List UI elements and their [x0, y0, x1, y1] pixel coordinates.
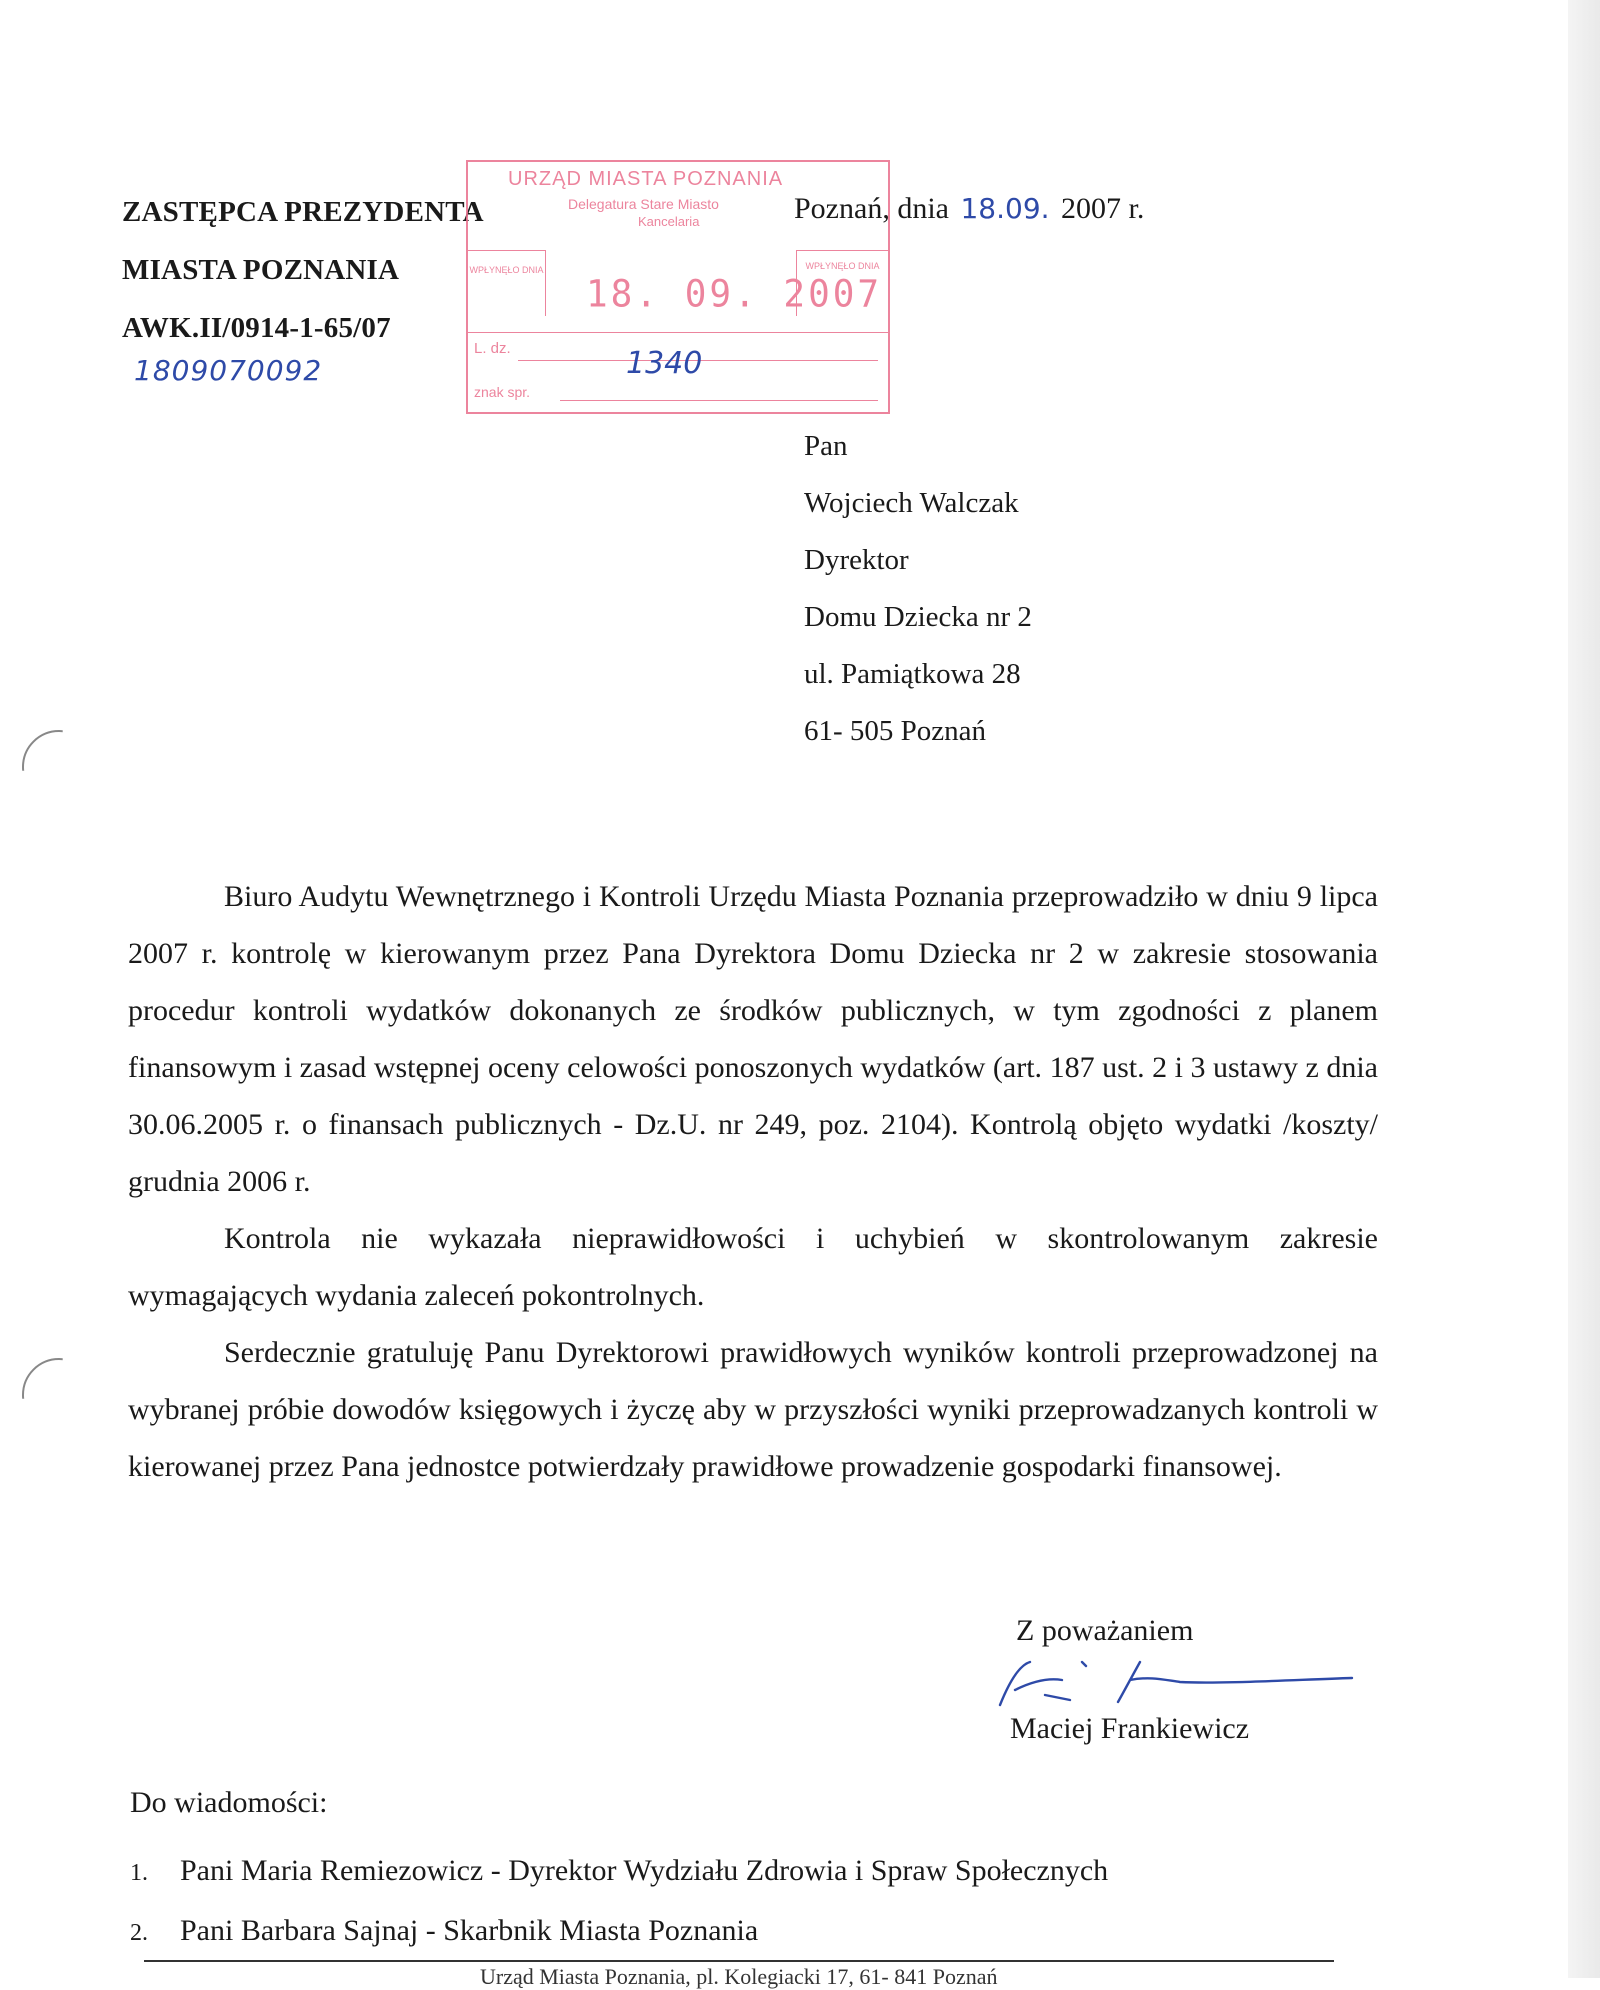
list-item-text: Pani Barbara Sajnaj - Skarbnik Miasta Poznania: [180, 1914, 759, 1947]
stamp-ldz-label: L. dz.: [474, 340, 511, 357]
letter-date: [794, 192, 1144, 226]
footer-address: Urząd Miasta Poznania, pl. Kolegiacki 17, 61- 841 Poznań: [480, 1964, 998, 1989]
recipient-line: Dyrektor: [804, 544, 909, 576]
recipient-line: Wojciech Walczak: [804, 487, 1019, 519]
body-paragraph: Biuro Audytu Wewnętrznego i Kontroli Urzędu Miasta Poznania przeprowadziło w dniu 9 lipca 2007 r. kontrolę w kierowanym przez Pana Dyrektora Domu Dziecka nr 2 w zakresie stosowania procedur kontroli wydatków dokonanych ze środków publicznych, w tym zgodności z planem finansowym i zasad wstępnej oceny celowości ponoszonych wydatków (art. 187 ust. 2 i 3 ustawy z dnia 30.06.2005 r. o finansach publicznych - Dz.U. nr 249, poz. 2104). Kontrolą objęto wydatki /koszty/ grudnia 2006 r.: [128, 880, 1378, 1198]
stamp-received-label: WPŁYNĘŁO DNIA: [468, 250, 546, 316]
list-item-number: 1.: [130, 1860, 148, 1886]
closing-phrase: Z poważaniem: [1016, 1614, 1194, 1647]
recipient-line: Domu Dziecka nr 2: [804, 601, 1032, 633]
recipient-line: ul. Pamiątkowa 28: [804, 658, 1021, 690]
sender-title-line1: ZASTĘPCA PREZYDENTA: [122, 196, 484, 228]
list-item-text: Pani Maria Remiezowicz - Dyrektor Wydziału Zdrowia i Spraw Społecznych: [180, 1854, 1109, 1887]
scan-page-edge: [1568, 0, 1600, 1978]
reference-number: AWK.II/0914-1-65/07: [122, 312, 391, 344]
recipient-line: 61- 505 Poznań: [804, 715, 987, 747]
list-item: [130, 1842, 1108, 1902]
signer-name: Maciej Frankiewicz: [1010, 1712, 1250, 1745]
footer-divider: [144, 1960, 1334, 1962]
date-prefix: Poznań, dnia: [794, 192, 949, 225]
recipient-line: Pan: [804, 430, 848, 462]
date-suffix: 2007 r.: [1061, 192, 1145, 225]
stamp-date: 18. 09. 2007: [586, 272, 883, 317]
stamp-subtitle2: Kancelaria: [638, 214, 700, 229]
punch-hole-mark: [22, 730, 96, 804]
punch-hole-mark: [22, 1358, 96, 1432]
handwritten-registry-number: 1809070092: [134, 354, 323, 387]
stamp-right-label: WPŁYNĘŁO DNIA: [796, 250, 888, 316]
stamp-subtitle: Delegatura Stare Miasto: [568, 196, 719, 212]
cc-list: [130, 1842, 1108, 1962]
letter-body: [128, 868, 1378, 1495]
stamp-rule: [560, 400, 878, 401]
body-paragraph: Kontrola nie wykazała nieprawidłowości i uchybień w skontrolowanym zakresie wymagających wydania zaleceń pokontrolnych.: [128, 1222, 1378, 1312]
handwritten-ldz-number: 1340: [626, 346, 703, 381]
handwritten-date: 18.09.: [960, 192, 1050, 225]
list-item-number: 2.: [130, 1920, 148, 1946]
stamp-title: URZĄD MIASTA POZNANIA: [508, 168, 784, 190]
sender-title-line2: MIASTA POZNANIA: [122, 254, 400, 286]
stamp-znak-label: znak spr.: [474, 384, 531, 400]
recipient-address: [804, 418, 1032, 760]
stamp-divider: [468, 332, 888, 333]
body-paragraph: Serdecznie gratuluję Panu Dyrektorowi prawidłowych wyników kontroli przeprowadzonej na wybranej próbie dowodów księgowych i życzę aby w przyszłości wyniki przeprowadzanych kontroli w kierowanej przez Pana jednostce potwierdzały prawidłowe prowadzenie gospodarki finansowej.: [128, 1336, 1378, 1483]
handwritten-signature: [990, 1650, 1360, 1720]
cc-title: Do wiadomości:: [130, 1786, 328, 1819]
list-item: [130, 1902, 1108, 1962]
